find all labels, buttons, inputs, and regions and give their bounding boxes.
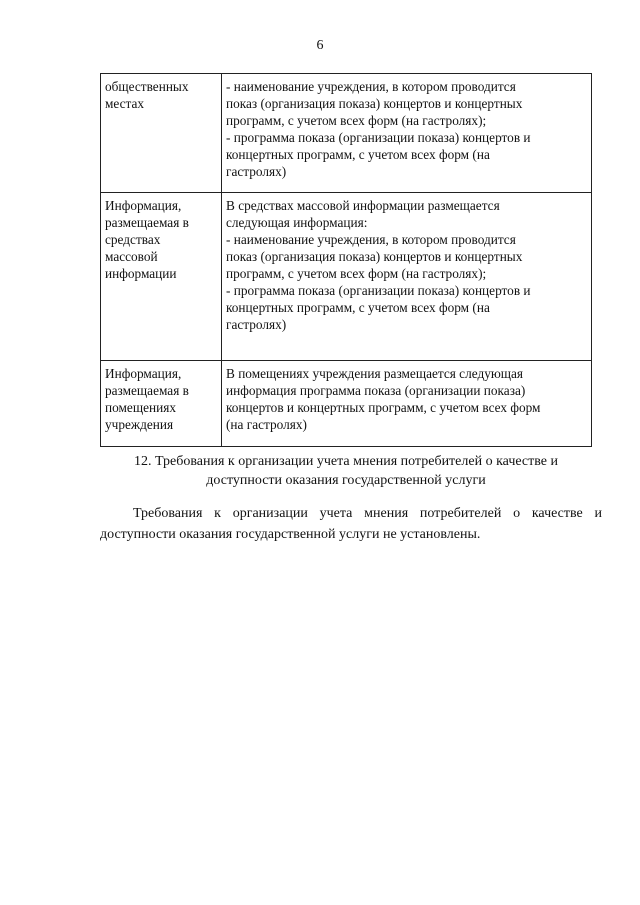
info-table	[100, 73, 592, 447]
table-row	[101, 361, 592, 447]
content-line: - программа показа (организации показа) концертов и	[226, 283, 531, 298]
section-paragraph	[100, 503, 602, 545]
row-content-cell	[222, 193, 592, 361]
paragraph-line: Требования к организации учета мнения потребителей о качестве и	[133, 506, 602, 521]
row-label-cell	[101, 74, 222, 193]
content-line: В средствах массовой информации размещается	[226, 198, 500, 213]
label-line: местах	[105, 96, 145, 111]
content-line: В помещениях учреждения размещается следующая	[226, 366, 524, 381]
label-line: информации	[105, 266, 177, 281]
content-line: (на гастролях)	[226, 417, 307, 432]
table-row	[101, 193, 592, 361]
content-line: гастролях)	[226, 164, 287, 179]
paragraph-line: доступности оказания государственной услуги не установлены.	[100, 527, 481, 542]
content-line: концертов и концертных программ, с учетом всех форм	[226, 400, 541, 415]
table-row	[101, 74, 592, 193]
section-heading-line: 12. Требования к организации учета мнения потребителей о качестве и	[134, 454, 558, 469]
label-line: общественных	[105, 79, 189, 94]
content-line: показ (организация показа) концертов и концертных	[226, 249, 523, 264]
content-line: - программа показа (организации показа) концертов и	[226, 130, 531, 145]
content-line: следующая информация:	[226, 215, 368, 230]
label-line: учреждения	[105, 417, 174, 432]
content-line: - наименование учреждения, в котором проводится	[226, 232, 516, 247]
row-label-cell	[101, 361, 222, 447]
label-line: помещениях	[105, 400, 176, 415]
row-content-cell	[222, 361, 592, 447]
row-label-cell	[101, 193, 222, 361]
content-line: показ (организация показа) концертов и концертных	[226, 96, 523, 111]
content-line: концертных программ, с учетом всех форм (на	[226, 300, 490, 315]
label-line: размещаемая в	[105, 215, 189, 230]
row-content-cell	[222, 74, 592, 193]
content-line: программ, с учетом всех форм (на гастролях);	[226, 266, 487, 281]
page-number: 6	[316, 38, 324, 53]
label-line: размещаемая в	[105, 383, 189, 398]
content-line: - наименование учреждения, в котором проводится	[226, 79, 516, 94]
label-line: Информация,	[105, 198, 182, 213]
section-heading	[100, 452, 592, 490]
label-line: массовой	[105, 249, 158, 264]
content-line: концертных программ, с учетом всех форм (на	[226, 147, 490, 162]
content-line: гастролях)	[226, 317, 287, 332]
content-line: программ, с учетом всех форм (на гастролях);	[226, 113, 487, 128]
content-line: информация программа показа (организации показа)	[226, 383, 526, 398]
section-heading-line: доступности оказания государственной услуги	[206, 473, 486, 488]
label-line: средствах	[105, 232, 161, 247]
label-line: Информация,	[105, 366, 182, 381]
